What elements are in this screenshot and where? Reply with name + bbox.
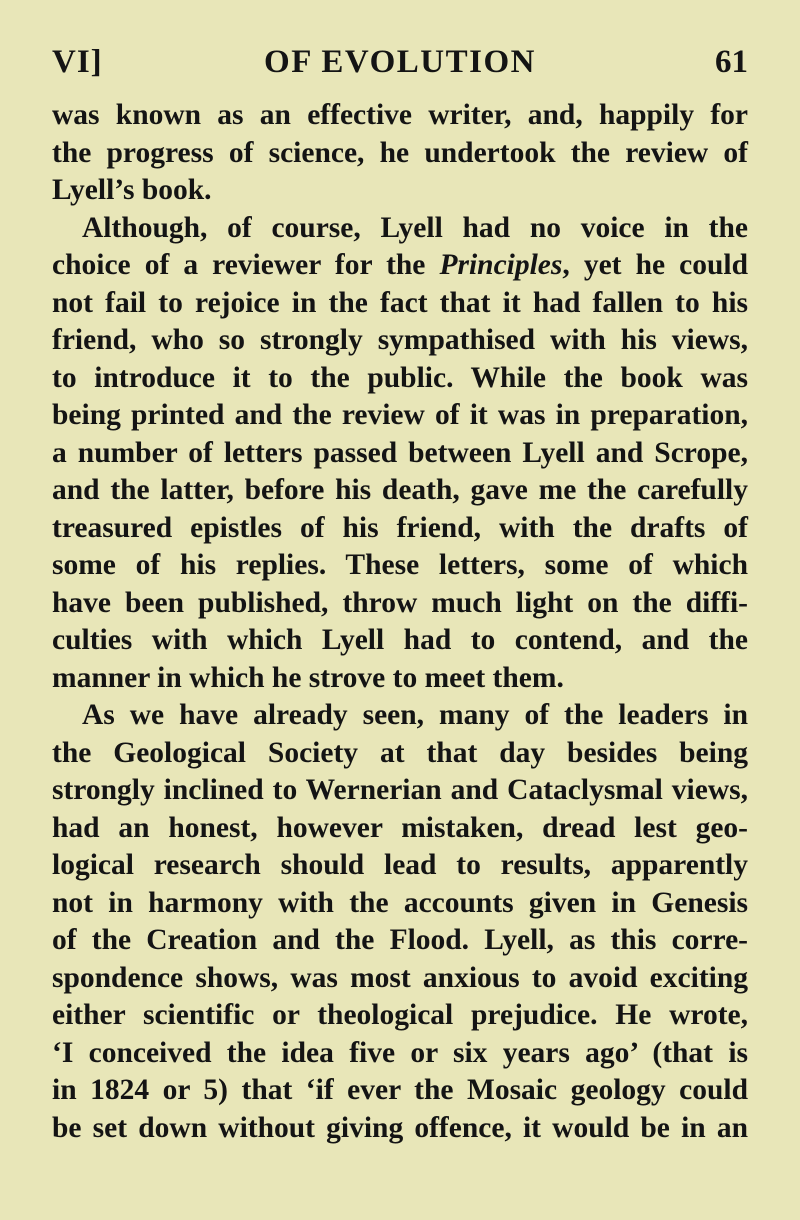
text-line: Although, of course, Lyell had no voice in the [82,211,748,244]
text-line: culties with which Lyell had to contend, and the [52,624,748,656]
text-line: was known as an effective writer, and, happily for [52,99,748,131]
text-line: had an honest, however mistaken, dread lest geo- [52,811,748,844]
text-line: not in harmony with the accounts given in Genesis [52,886,748,919]
running-title: OF EVOLUTION [264,44,536,80]
text-line: Lyell’s book. [52,174,212,206]
text-line: not fail to rejoice in the fact that it had fallen to his [52,286,748,319]
text-line: ‘I conceived the idea five or six years ago’ (that is [52,1036,748,1069]
text-fragment: choice of a reviewer for the [52,249,440,281]
text-line: some of his replies. These letters, some of which [52,549,748,581]
body-text [52,97,748,1147]
text-line: have been published, throw much light on the diffi- [52,586,748,619]
text-line: and the latter, before his death, gave me the carefully [52,474,748,506]
text-line: friend, who so strongly sympathised with his views, [52,324,748,356]
text-line: the progress of science, he undertook the review of [52,136,748,169]
text-line: manner in which he strove to meet them. [52,661,564,694]
text-line: to introduce it to the public. While the book was [52,361,748,394]
text-line: in 1824 or 5) that ‘if ever the Mosaic geology could [52,1074,748,1106]
text-line: treasured epistles of his friend, with the drafts of [52,511,748,544]
text-line: spondence shows, was most anxious to avoid exciting [52,961,748,994]
text-line: a number of letters passed between Lyell and Scrope, [52,436,748,469]
text-line: the Geological Society at that day besides being [52,736,748,769]
text-line: be set down without giving offence, it would be in an [52,1111,748,1144]
page-number: 61 [715,44,748,80]
text-fragment: , yet he could [562,249,748,281]
text-line: strongly inclined to Wernerian and Cataclysmal views, [52,774,748,806]
text-line: logical research should lead to results, apparently [52,849,748,881]
text-line: As we have already seen, many of the leaders in [82,699,748,731]
book-title-italic: Principles [439,249,563,281]
text-line: of the Creation and the Flood. Lyell, as this corre- [52,924,748,956]
text-line: being printed and the review of it was in preparation, [52,399,748,431]
running-head [52,42,748,82]
chapter-number: VI] [52,44,103,80]
text-line-with-title [52,247,748,285]
text-line: either scientific or theological prejudice. He wrote, [52,999,748,1031]
